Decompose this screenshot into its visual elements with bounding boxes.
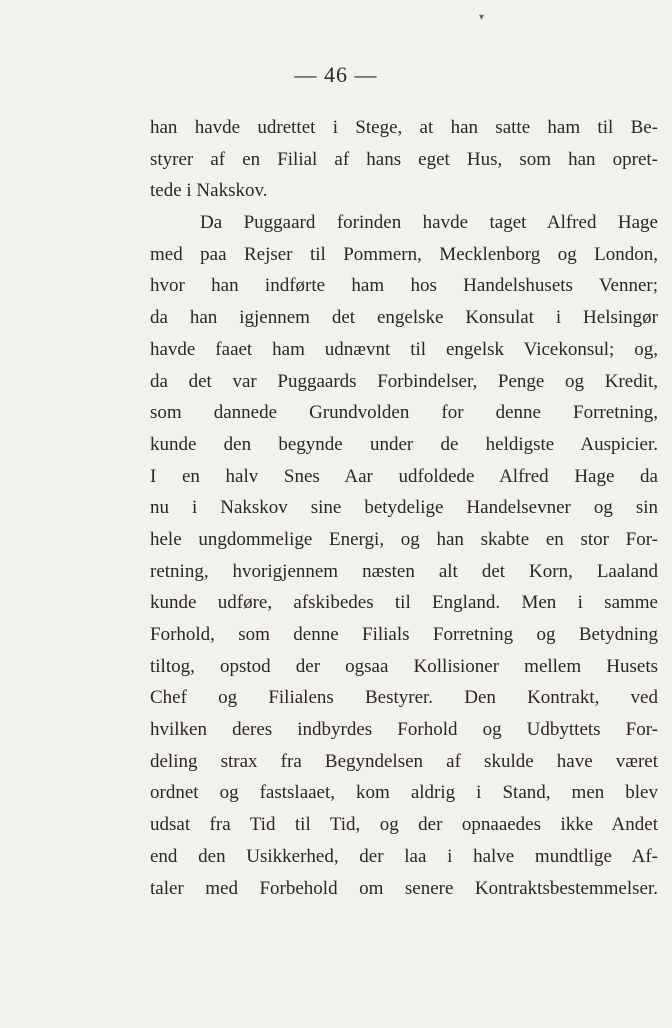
text-line: tiltog, opstod der ogsaa Kollisioner mellem Husets bbox=[150, 655, 658, 677]
text-line: nu i Nakskov sine betydelige Handelsevner og sin bbox=[150, 497, 658, 519]
text-line: da han igjennem det engelske Konsulat i Helsingør bbox=[150, 307, 658, 329]
text-line: end den Usikkerhed, der laa i halve mundtlige Af- bbox=[150, 845, 658, 867]
text-line: Forhold, som denne Filials Forretning og Betydning bbox=[150, 624, 658, 645]
corner-mark: ▾ bbox=[479, 12, 485, 23]
text-line: deling strax fra Begyndelsen af skulde have været bbox=[150, 750, 658, 772]
text-line: da det var Puggaards Forbindelser, Penge og Kredit, bbox=[150, 370, 658, 392]
text-line: hvilken deres indbyrdes Forhold og Udbyttets For- bbox=[150, 719, 658, 741]
body-text bbox=[150, 112, 658, 904]
text-line: som dannede Grundvolden for denne Forretning, bbox=[150, 402, 658, 424]
page-number: — 46 — bbox=[294, 62, 378, 87]
text-line: Da Puggaard forinden havde taget Alfred Hage bbox=[200, 212, 658, 234]
text-line: kunde den begynde under de heldigste Auspicier. bbox=[150, 433, 658, 455]
text-line: taler med Forbehold om senere Kontraktsbestemmelser. bbox=[150, 877, 658, 899]
text-line: han havde udrettet i Stege, at han satte ham til Be- bbox=[150, 117, 658, 138]
text-line: Chef og Filialens Bestyrer. Den Kontrakt, ved bbox=[150, 687, 658, 709]
text-line: styrer af en Filial af hans eget Hus, som han opret- bbox=[150, 148, 658, 170]
text-line: udsat fra Tid til Tid, og der opnaaedes ikke Andet bbox=[150, 814, 658, 836]
text-line: kunde udføre, afskibedes til England. Men i samme bbox=[150, 592, 658, 614]
text-line: havde faaet ham udnævnt til engelsk Vicekonsul; og, bbox=[150, 338, 658, 360]
text-line: hvor han indførte ham hos Handelshusets Venner; bbox=[150, 275, 658, 297]
text-line: ordnet og fastslaaet, kom aldrig i Stand, men blev bbox=[150, 782, 658, 804]
text-line: hele ungdommelige Energi, og han skabte en stor For- bbox=[150, 528, 658, 550]
text-line: retning, hvorigjennem næsten alt det Korn, Laaland bbox=[150, 560, 658, 582]
text-line: med paa Rejser til Pommern, Mecklenborg og London, bbox=[150, 243, 658, 265]
text-line: I en halv Snes Aar udfoldede Alfred Hage da bbox=[150, 465, 658, 487]
text-line: tede i Nakskov. bbox=[150, 180, 268, 202]
